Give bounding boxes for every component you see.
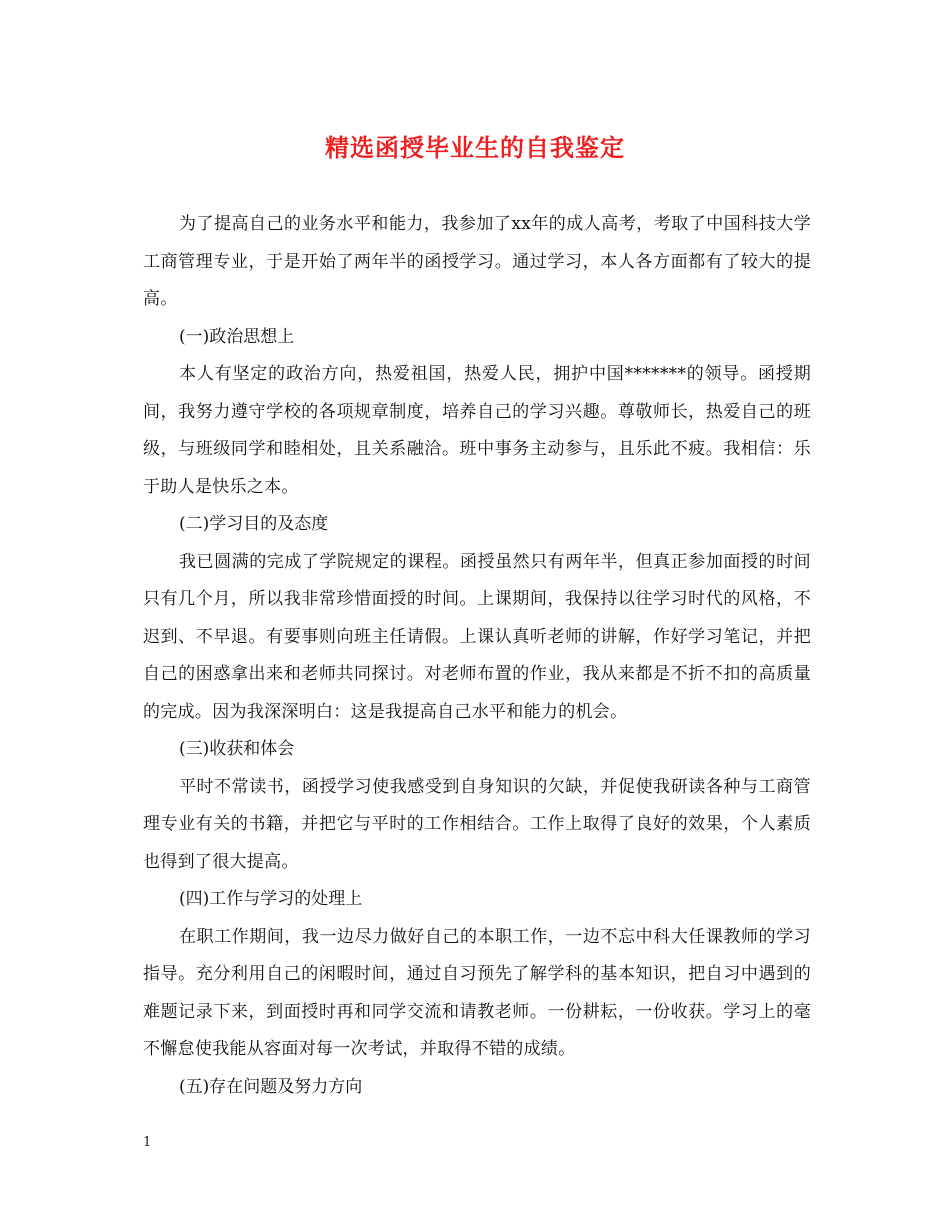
- page-number: 1: [143, 1135, 152, 1150]
- section-body-study-attitude: 我已圆满的完成了学院规定的课程。函授虽然只有两年半，但真正参加面授的时间只有几个月，所以我非常珍惜面授的时间。上课期间，我保持以往学习时代的风格，不迟到、不早退。有要事则向班主任请假。上课认真听老师的讲解，作好学习笔记，并把自己的困惑拿出来和老师共同探讨。对老师布置的作业，我从来都是不折不扣的高质量的完成。因为我深深明白：这是我提高自己水平和能力的机会。: [143, 551, 811, 722]
- intro-paragraph: 为了提高自己的业务水平和能力，我参加了xx年的成人高考，考取了中国科技大学工商管理专业，于是开始了两年半的函授学习。通过学习，本人各方面都有了较大的提高。: [143, 214, 811, 309]
- section-body-politics: 本人有坚定的政治方向，热爱祖国，热爱人民，拥护中国*******的领导。函授期间，我努力遵守学校的各项规章制度，培养自己的学习兴趣。尊敬师长，热爱自己的班级，与班级同学和睦相处，且关系融洽。班中事务主动参与，且乐此不疲。我相信：乐于助人是快乐之本。: [143, 364, 811, 497]
- section-heading-politics: (一)政治思想上: [179, 326, 295, 347]
- section-heading-gains: (三)收获和体会: [179, 739, 295, 759]
- section-body-gains: 平时不常读书，函授学习使我感受到自身知识的欠缺，并促使我研读各种与工商管理专业有关的书籍，并把它与平时的工作相结合。工作上取得了良好的效果，个人素质也得到了很大提高。: [143, 776, 811, 872]
- section-heading-study-attitude: (二)学习目的及态度: [179, 514, 329, 534]
- section-heading-work-study: (四)工作与学习的处理上: [179, 889, 363, 909]
- document-title: 精选函授毕业生的自我鉴定: [325, 133, 625, 162]
- document-body: [143, 206, 811, 1106]
- section-body-work-study: 在职工作期间，我一边尽力做好自己的本职工作，一边不忘中科大任课教师的学习指导。充分利用自己的闲暇时间，通过自习预先了解学科的基本知识，把自习中遇到的难题记录下来，到面授时再和同学交流和请教老师。一份耕耘，一份收获。学习上的毫不懈怠使我能从容面对每一次考试，并取得不错的成绩。: [143, 926, 811, 1059]
- section-heading-problems: (五)存在问题及努力方向: [179, 1076, 363, 1097]
